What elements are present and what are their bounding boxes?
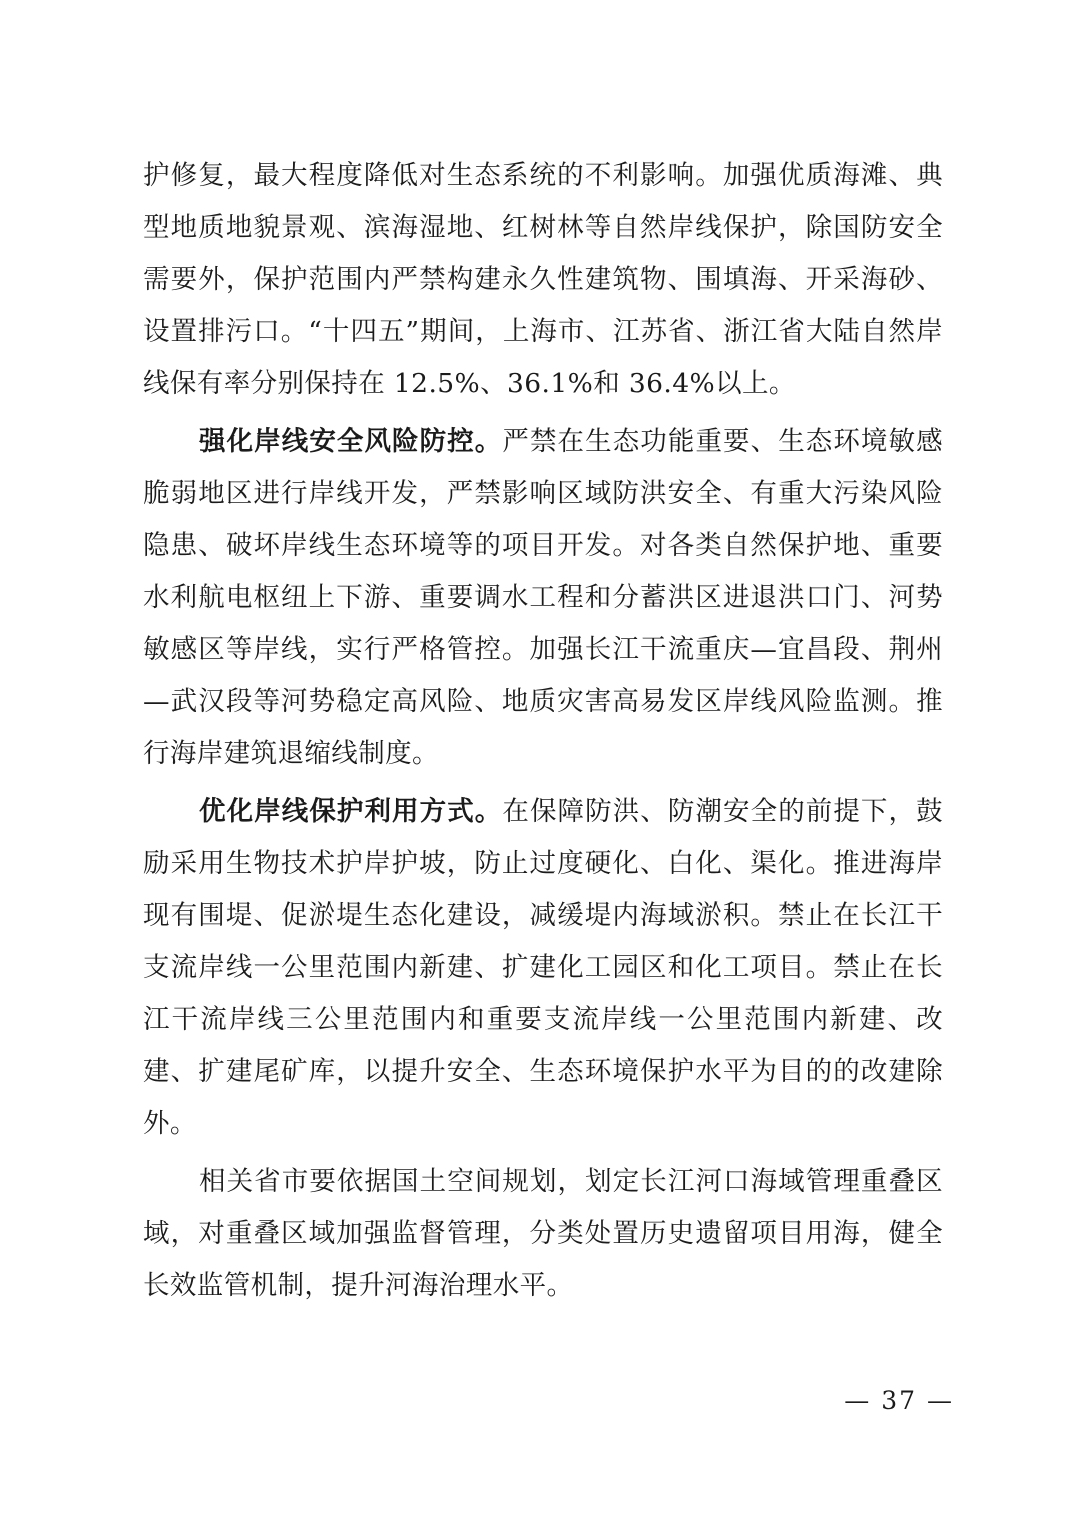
- paragraph: [143, 416, 943, 780]
- page-body: [143, 150, 943, 1318]
- paragraph-text: 护修复，最大程度降低对生态系统的不利影响。加强优质海滩、典型地质地貌景观、滨海湿地、红树林等自然岸线保护，除国防安全需要外，保护范围内严禁构建永久性建筑物、围填海、开采海砂、设置排污口。“十四五”期间，上海市、江苏省、浙江省大陆自然岸线保有率分别保持在 12.5%、36.1%和 36.4%以上。: [143, 160, 943, 399]
- paragraph-lead: 强化岸线安全风险防控。: [199, 426, 503, 457]
- paragraph-lead: 优化岸线保护利用方式。: [199, 796, 503, 827]
- paragraph: [143, 786, 943, 1150]
- paragraph-text: 相关省市要依据国土空间规划，划定长江河口海域管理重叠区域，对重叠区域加强监督管理，分类处置历史遗留项目用海，健全长效监管机制，提升河海治理水平。: [143, 1166, 943, 1301]
- paragraph-text: 在保障防洪、防潮安全的前提下，鼓励采用生物技术护岸护坡，防止过度硬化、白化、渠化。推进海岸现有围堤、促淤堤生态化建设，减缓堤内海域淤积。禁止在长江干支流岸线一公里范围内新建、扩建化工园区和化工项目。禁止在长江干流岸线三公里范围内和重要支流岸线一公里范围内新建、改建、扩建尾矿库，以提升安全、生态环境保护水平为目的的改建除外。: [143, 796, 943, 1139]
- paragraph: [143, 150, 943, 410]
- paragraph: [143, 1156, 943, 1312]
- page-number: — 37 —: [844, 1386, 954, 1415]
- paragraph-text: 严禁在生态功能重要、生态环境敏感脆弱地区进行岸线开发，严禁影响区域防洪安全、有重大污染风险隐患、破坏岸线生态环境等的项目开发。对各类自然保护地、重要水利航电枢纽上下游、重要调水工程和分蓄洪区进退洪口门、河势敏感区等岸线，实行严格管控。加强长江干流重庆—宜昌段、荆州—武汉段等河势稳定高风险、地质灾害高易发区岸线风险监测。推行海岸建筑退缩线制度。: [143, 426, 943, 769]
